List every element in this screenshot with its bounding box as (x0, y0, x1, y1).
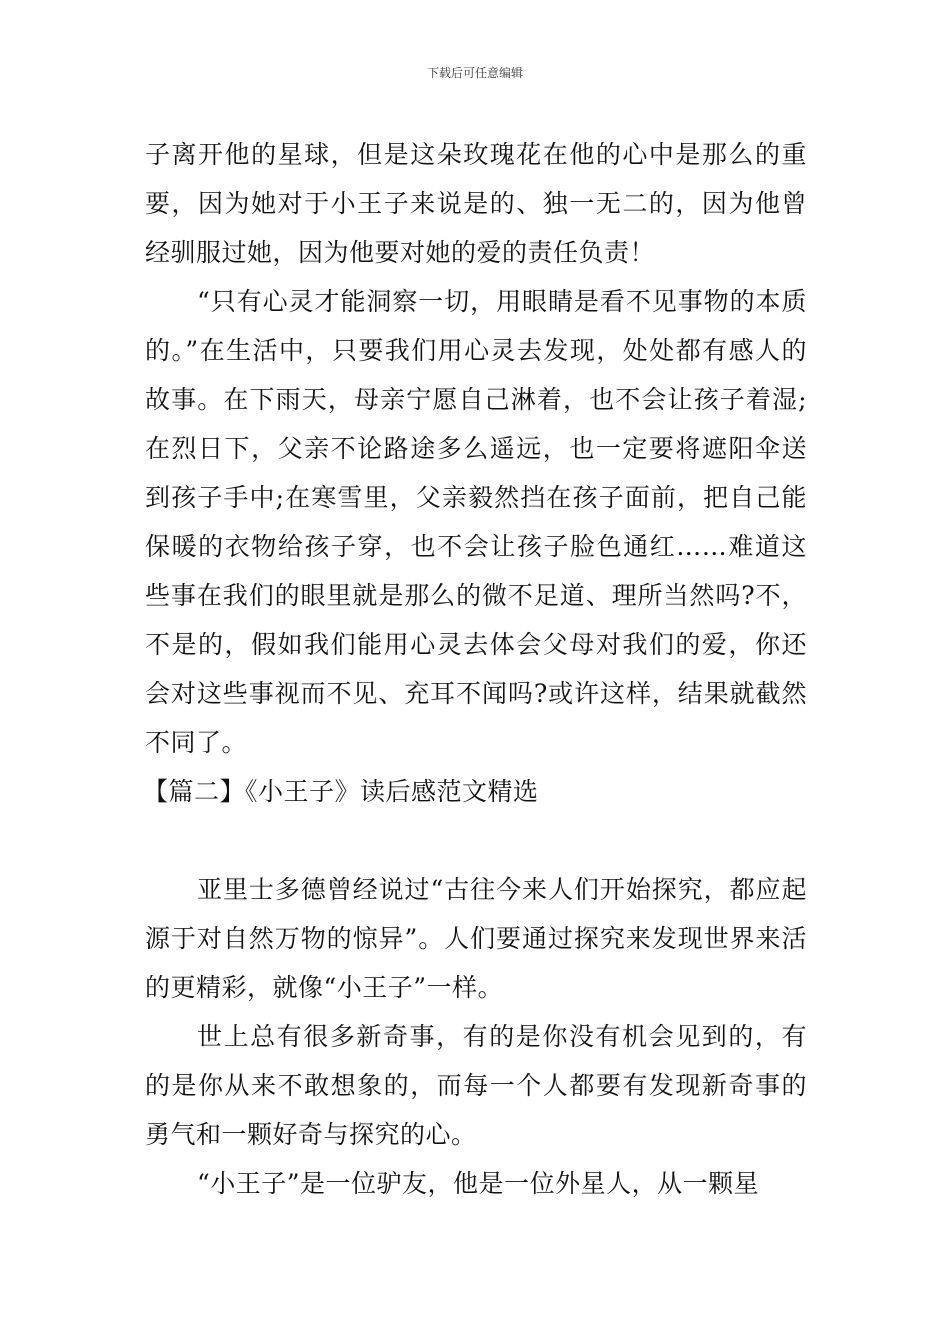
page-header: 下载后可任意编辑 (426, 66, 523, 80)
blank-line (145, 816, 807, 865)
paragraph-5: “小王子”是一位驴友，他是一位外星人，从一颗星 (197, 1169, 760, 1198)
paragraph-3: 亚里士多德曾经说过“古往今来人们开始探究，都应起源于对自然万物的惊异”。人们要通过探究来发现世界来活的更精彩，就像“小王子”一样。 (145, 875, 807, 1002)
paragraph-1: 子离开他的星球，但是这朵玫瑰花在他的心中是那么的重要，因为她对于小王子来说是的、独一无二的，因为他曾经驯服过她，因为他要对她的爱的责任负责！ (145, 140, 807, 267)
paragraph-2: “只有心灵才能洞察一切，用眼睛是看不见事物的本质的。”在生活中，只要我们用心灵去发现，处处都有感人的故事。在下雨天，母亲宁愿自己淋着，也不会让孩子着湿;在烈日下，父亲不论路途多么遥远，也一定要将遮阳伞送到孩子手中;在寒雪里，父亲毅然挡在孩子面前，把自己能保暖的衣物给孩子穿，也不会让孩子脸色通红……难道这些事在我们的眼里就是那么的微不足道、理所当然吗?不，不是的，假如我们能用心灵去体会父母对我们的爱，你还会对这些事视而不见、充耳不闻吗?或许这样，结果就截然不同了。 (145, 287, 807, 757)
paragraph-4: 世上总有很多新奇事，有的是你没有机会见到的，有的是你从来不敢想象的，而每一个人都要有发现新奇事的勇气和一颗好奇与探究的心。 (145, 1022, 807, 1149)
section-title: 【篇二】《小王子》读后感范文精选 (143, 777, 539, 806)
document-body (145, 130, 807, 1208)
